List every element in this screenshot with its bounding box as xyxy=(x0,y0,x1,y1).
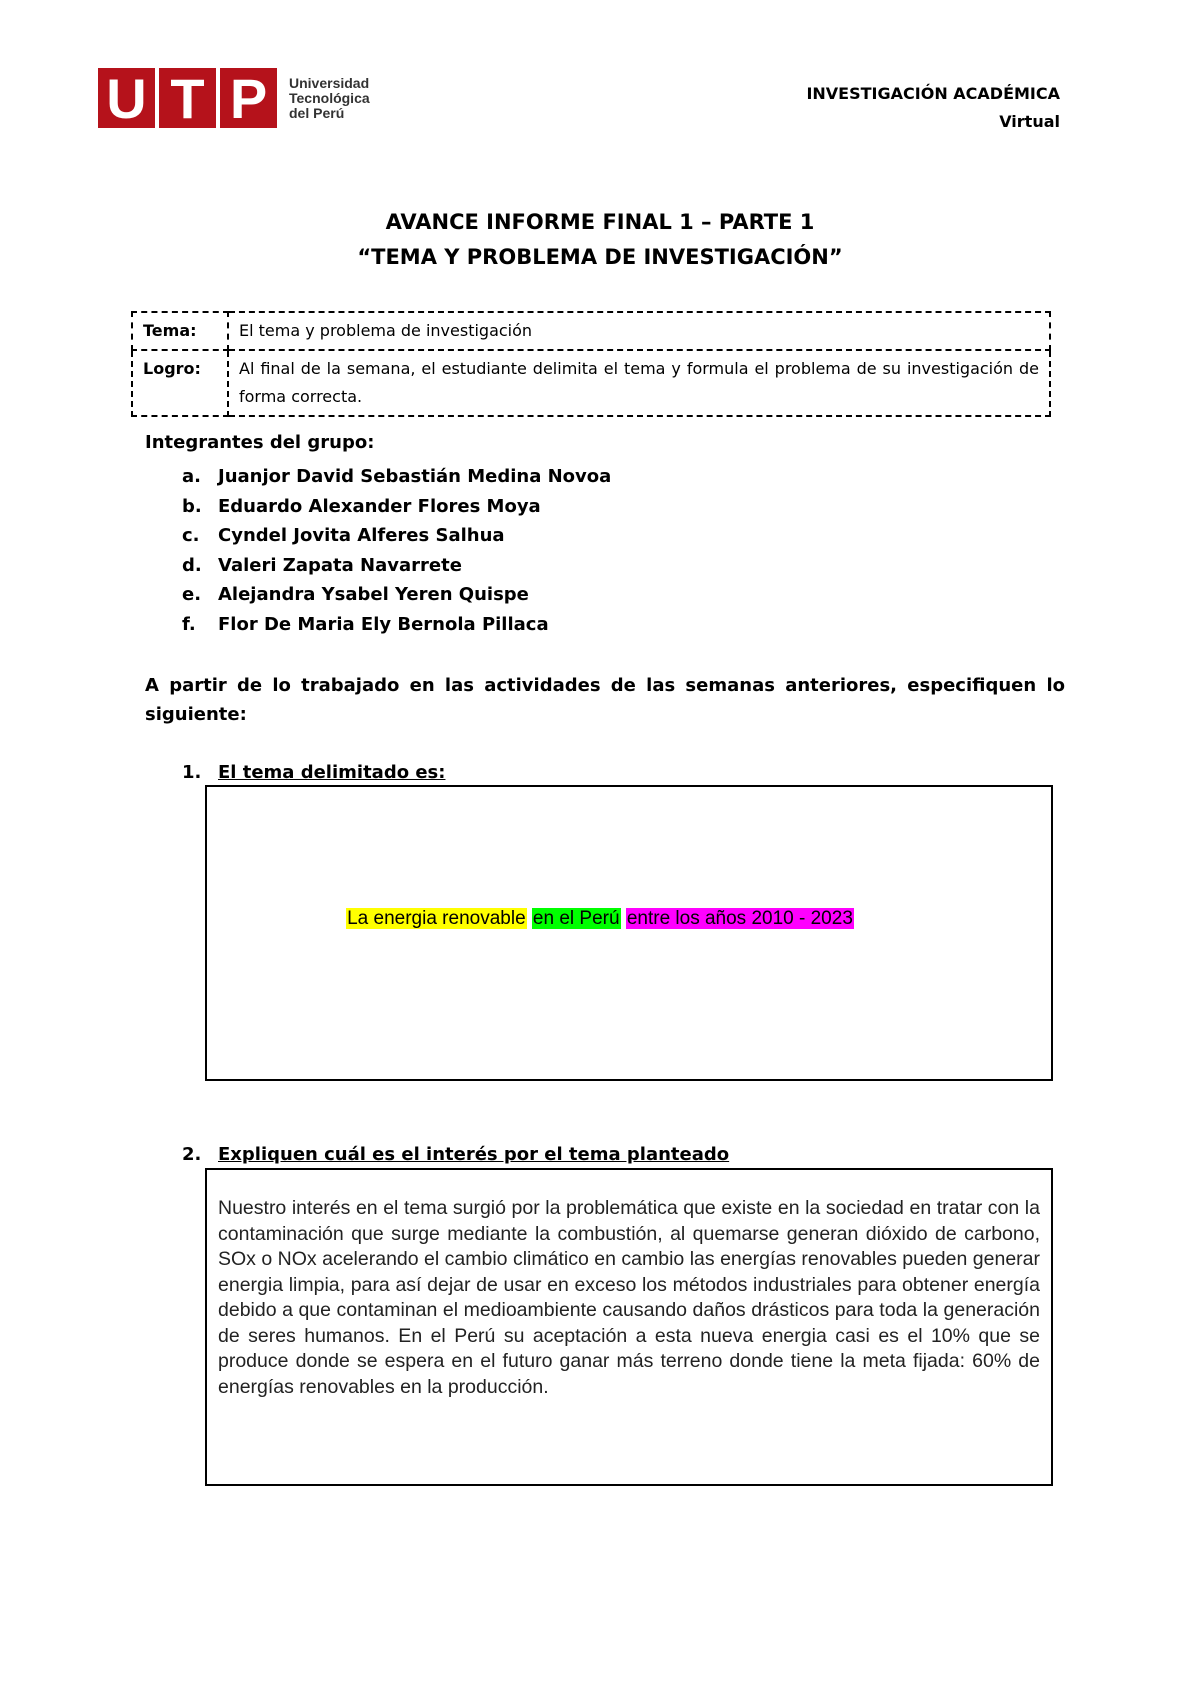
question-1-heading: 1. El tema delimitado es: xyxy=(182,762,446,783)
list-item: d. Valeri Zapata Navarrete xyxy=(182,554,462,576)
logo-letter: T xyxy=(170,66,205,130)
tema-label: Tema: xyxy=(132,312,228,350)
list-item: c. Cyndel Jovita Alferes Salhua xyxy=(182,525,505,546)
logro-label: Logro: xyxy=(132,350,228,416)
list-item: f. Flor De Maria Ely Bernola Pillaca xyxy=(182,613,549,635)
table-row xyxy=(132,312,1050,350)
logo-letter: U xyxy=(106,66,147,130)
question-1-answer-box xyxy=(205,785,1053,1081)
highlight-segment: La energia renovable xyxy=(347,908,526,929)
list-item: e. Alejandra Ysabel Yeren Quispe xyxy=(182,584,529,605)
course-name: INVESTIGACIÓN ACADÉMICA xyxy=(806,84,1060,103)
logo-letters xyxy=(98,68,155,128)
group-title: Integrantes del grupo: xyxy=(145,432,375,453)
list-item: b. Eduardo Alexander Flores Moya xyxy=(182,495,541,517)
question-2-title: Expliquen cuál es el interés por el tema planteado xyxy=(218,1144,730,1165)
question-1-answer xyxy=(0,908,1200,930)
info-table xyxy=(131,311,1051,417)
highlight-segment: en el Perú xyxy=(532,908,620,929)
logro-value: Al final de la semana, el estudiante delimita el tema y formula el problema de su investigación de forma correcta. xyxy=(228,350,1050,416)
document-title: AVANCE INFORME FINAL 1 – PARTE 1 xyxy=(385,210,815,234)
utp-logo xyxy=(98,68,370,128)
tema-value: El tema y problema de investigación xyxy=(228,312,1050,350)
course-header xyxy=(806,80,1060,136)
table-row xyxy=(132,350,1050,416)
course-modality: Virtual xyxy=(999,112,1060,131)
instructions-paragraph: A partir de lo trabajado en las actividades de las semanas anteriores, especifiquen lo siguiente: xyxy=(145,675,1065,725)
members-list xyxy=(182,462,611,639)
highlight-segment: entre los años 2010 - 2023 xyxy=(626,908,853,929)
list-item: a. Juanjor David Sebastián Medina Novoa xyxy=(182,466,612,487)
logo-letter: P xyxy=(229,66,268,130)
logo-university-name: Universidad Tecnológica del Perú xyxy=(289,74,370,121)
question-1-title: El tema delimitado es: xyxy=(218,762,446,783)
document-subtitle: “TEMA Y PROBLEMA DE INVESTIGACIÓN” xyxy=(357,245,843,269)
question-2-answer: Nuestro interés en el tema surgió por la problemática que existe en la sociedad en tratar con la contaminación que surge mediante la combustión, al quemarse generan dióxido de carbono, SOx o NOx acelerando el cambio climático en cambio las energías renovables pueden generar energia limpia, para así dejar de usar en exceso los métodos industriales para obtener energía debido a que contaminan el medioambiente causando daños drásticos para toda la generación de seres humanos. En el Perú su aceptación a esta nueva energia casi es el 10% que se produce donde se espera en el futuro ganar más terreno donde tiene la meta fijada: 60% de energías renovables en la producción. xyxy=(218,1197,1040,1398)
question-2-heading: 2. Expliquen cuál es el interés por el tema planteado xyxy=(182,1144,730,1165)
